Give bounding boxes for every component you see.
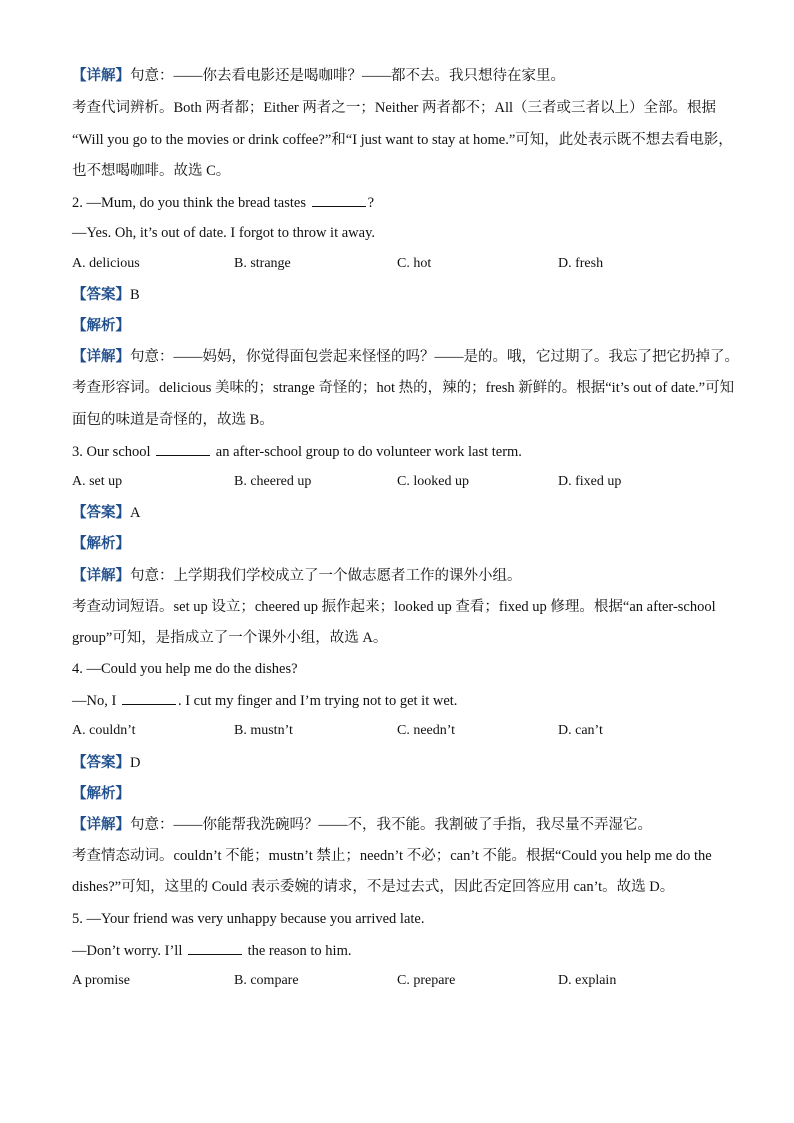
text-line: 考查代词辨析。Both 两者都；Either 两者之一；Neither 两者都不；All（三者或三者以上）全部。根据 bbox=[72, 100, 717, 116]
options-q5 bbox=[72, 971, 732, 991]
question-5: 5. —Your friend was very unhappy because you arrived late. bbox=[72, 911, 425, 927]
option-d: D. fixed up bbox=[558, 474, 622, 489]
blank-line bbox=[188, 940, 242, 955]
option-d: D. can’t bbox=[558, 723, 603, 738]
text-line: group”可知，是指成立了一个课外小组，故选 A。 bbox=[72, 630, 388, 646]
question-4: 4. —Could you help me do the dishes? bbox=[72, 661, 298, 677]
text-line: 考查形容词。delicious 美味的；strange 奇怪的；hot 热的，辣的；fresh 新鲜的。根据“it’s out of date.”可知 bbox=[72, 380, 735, 396]
question-3: 3. Our school an after-school group to do volunteer work last term. bbox=[72, 441, 732, 462]
analysis-label: 【解析】 bbox=[72, 786, 130, 802]
option-a: A. delicious bbox=[72, 256, 140, 271]
answer-line: 【答案】A bbox=[72, 505, 141, 521]
blank-line bbox=[122, 690, 176, 705]
option-b: B. mustn’t bbox=[234, 723, 293, 738]
options-q2 bbox=[72, 254, 732, 274]
option-b: B. strange bbox=[234, 256, 291, 271]
option-b: B. cheered up bbox=[234, 474, 312, 489]
explain-line: 【详解】句意：上学期我们学校成立了一个做志愿者工作的课外小组。 bbox=[72, 568, 522, 584]
answer-tag: 【答案】 bbox=[72, 287, 130, 303]
option-b: B. compare bbox=[234, 973, 299, 988]
detail-tag: 【详解】 bbox=[72, 349, 130, 365]
detail-tag: 【详解】 bbox=[72, 817, 130, 833]
option-d: D. explain bbox=[558, 973, 617, 988]
answer-line: 【答案】B bbox=[72, 287, 140, 303]
explain-line: 【详解】句意：——你去看电影还是喝咖啡？——都不去。我只想待在家里。 bbox=[72, 68, 565, 84]
question-2: 2. —Mum, do you think the bread tastes ? bbox=[72, 192, 732, 213]
option-c: C. hot bbox=[397, 256, 432, 271]
analysis-label: 【解析】 bbox=[72, 318, 130, 334]
text-line: —Yes. Oh, it’s out of date. I forgot to throw it away. bbox=[72, 225, 375, 241]
detail-tag: 【详解】 bbox=[72, 68, 130, 84]
text-line: 也不想喝咖啡。故选 C。 bbox=[72, 163, 231, 179]
option-c: C. needn’t bbox=[397, 723, 456, 738]
question-4-reply: —No, I . I cut my finger and I’m trying not to get it wet. bbox=[72, 690, 732, 711]
text-line: 面包的味道是奇怪的，故选 B。 bbox=[72, 412, 274, 428]
text-line: 考查情态动词。couldn’t 不能；mustn’t 禁止；needn’t 不必；can’t 不能。根据“Could you help me do the bbox=[72, 848, 712, 864]
question-5-reply: —Don’t worry. I’ll the reason to him. bbox=[72, 940, 732, 961]
option-a: A. set up bbox=[72, 474, 123, 489]
option-a: A promise bbox=[72, 973, 130, 988]
option-a: A. couldn’t bbox=[72, 723, 136, 738]
explain-line: 【详解】句意：——妈妈，你觉得面包尝起来怪怪的吗？——是的。哦，它过期了。我忘了把它扔掉了。 bbox=[72, 349, 739, 365]
text-line: “Will you go to the movies or drink coffee?”和“I just want to stay at home.”可知，此处表示既不想去看电影， bbox=[72, 132, 733, 148]
blank-line bbox=[312, 192, 366, 207]
options-q4 bbox=[72, 721, 732, 741]
analysis-label: 【解析】 bbox=[72, 536, 130, 552]
option-d: D. fresh bbox=[558, 256, 604, 271]
answer-tag: 【答案】 bbox=[72, 505, 130, 521]
blank-line bbox=[156, 441, 210, 456]
explain-line: 【详解】句意：——你能帮我洗碗吗？——不，我不能。我割破了手指，我尽量不弄湿它。 bbox=[72, 817, 652, 833]
detail-tag: 【详解】 bbox=[72, 568, 130, 584]
answer-line: 【答案】D bbox=[72, 755, 141, 771]
text-line: 考查动词短语。set up 设立；cheered up 振作起来；looked up 查看；fixed up 修理。根据“an after-school bbox=[72, 599, 716, 615]
option-c: C. looked up bbox=[397, 474, 469, 489]
options-q3 bbox=[72, 472, 732, 492]
option-c: C. prepare bbox=[397, 973, 456, 988]
answer-tag: 【答案】 bbox=[72, 755, 130, 771]
text-line: dishes?”可知，这里的 Could 表示委婉的请求，不是过去式，因此否定回答应用 can’t。故选 D。 bbox=[72, 879, 675, 895]
